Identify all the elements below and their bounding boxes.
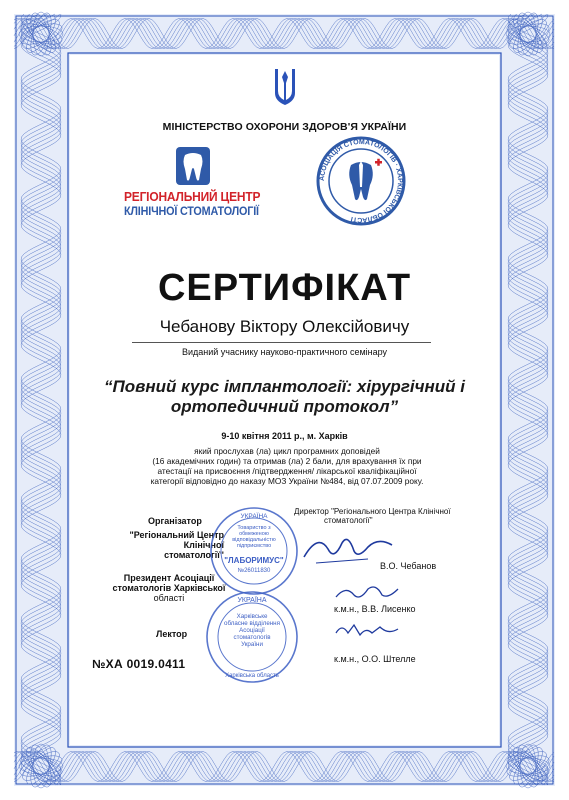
stamp2-org: Харківське обласне відділення Асоціації стоматологів України (224, 613, 280, 648)
lecturer-label: Лектор (156, 629, 188, 639)
course-title-line1: “Повний курс імплантології: хірургічний і (103, 377, 466, 396)
president-title-line2: стоматологів Харківської (112, 583, 226, 593)
clinic-logo-line1: РЕГІОНАЛЬНИЙ ЦЕНТР (124, 189, 261, 204)
president-name: к.м.н., В.В. Лисенко (334, 604, 416, 614)
date-place: 9-10 квітня 2011 р., м. Харків (221, 431, 348, 441)
stamp2-country: УКРАЇНА (237, 597, 267, 604)
director-name: В.О. Чебанов (380, 561, 437, 571)
trident-emblem-icon (272, 67, 298, 107)
divider-line (132, 342, 431, 343)
president-signature (332, 581, 402, 603)
organizer-name-line2: Клінічної стоматології" (164, 540, 224, 560)
director-title (294, 507, 454, 525)
body-line: атестації на присвоєння /підтвердження/ лікарської кваліфікаційної (157, 466, 417, 476)
clinic-logo-line2: КЛІНІЧНОЇ СТОМАТОЛОГІЇ (124, 204, 259, 218)
association-logo (315, 135, 407, 227)
association-ring-text: АСОЦІАЦІЯ СТОМАТОЛОГІВ · ХАРКІВСЬКОЇ ОБЛАСТІ (318, 138, 404, 224)
ministry-title: МІНІСТЕРСТВО ОХОРОНИ ЗДОРОВ'Я УКРАЇНИ (162, 121, 407, 133)
body-paragraph (112, 446, 462, 486)
tooth-logo-icon (176, 147, 210, 185)
stamp1-country: УКРАЇНА (240, 513, 268, 520)
body-line: категорії відповідно до наказу МОЗ України №484, від 07.07.2009 року. (150, 476, 424, 486)
organizer-label: Організатор (148, 516, 202, 526)
course-title-line2: ортопедичний протокол” (170, 397, 399, 416)
lecturer-signature (332, 619, 402, 641)
body-line: (16 академічних годин) та отримав (ла) 2 бали, для врахування їх при (152, 456, 422, 466)
stamp2-region: Харківська область (225, 673, 279, 679)
certificate-number: №ХА 0019.0411 (92, 657, 186, 671)
lecturer-name: к.м.н., О.О. Штелле (334, 654, 416, 664)
stamp1-name: "ЛАБОРИМУС" (224, 556, 284, 565)
director-title-line1: Директор "Регіонального Центра Клінічної (294, 507, 451, 516)
president-title-line1: Президент Асоціації (123, 573, 215, 583)
body-line: який прослухав (ла) цикл програмних доповідей (194, 446, 380, 456)
stamp1-code: №26011830 (237, 568, 271, 574)
stamp1-org: Товариство з обмеженою відповідальністю підприємство (232, 525, 276, 549)
course-title (70, 377, 499, 417)
association-stamp (204, 589, 300, 685)
president-title (110, 573, 228, 603)
director-title-line2: стоматології" (324, 516, 373, 525)
organizer-name-line1: "Регіональний Центр (129, 530, 224, 540)
recipient-name: Чебанову Віктору Олексійовичу (159, 317, 410, 336)
certificate-title: СЕРТИФІКАТ (157, 267, 412, 309)
president-title-line3: області (153, 593, 185, 603)
certificate-content (70, 55, 499, 745)
issued-to-text: Виданий учаснику науково-практичного семінару (181, 347, 388, 357)
